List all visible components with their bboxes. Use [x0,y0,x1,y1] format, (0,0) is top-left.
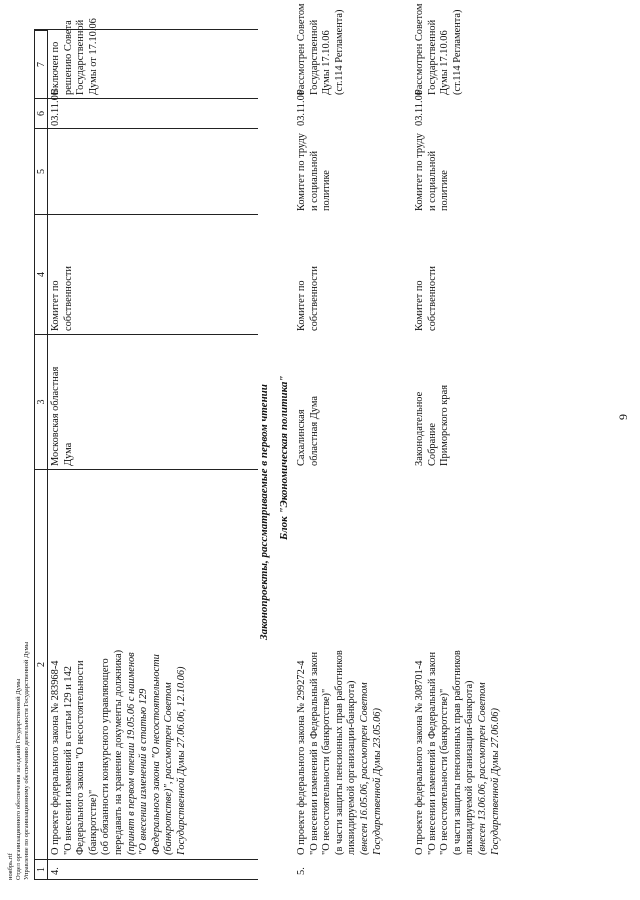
grid-line [34,98,258,99]
footer-administration: Управление по организационному обеспечению деятельности Государственной Думы [23,641,30,880]
grid-line [34,334,258,335]
row5-author: Сахалинская областная Дума [296,396,320,466]
grid-line [34,128,258,129]
grid-line [34,859,258,860]
row4-date: 03.11.06 [50,90,61,126]
row5-co-committee: Комитет по труду и социальной политике [296,133,333,211]
header-col-1: 1 [34,860,48,880]
grid-line [34,879,258,880]
page-number: 9 [616,414,630,420]
row5-decision: Рассмотрен Советом Государственной Думы 17.10.06 (ст.114 Регламента) [296,3,345,95]
grid-line [34,469,258,470]
header-col-4: 4 [34,215,48,335]
header-col-3: 3 [34,335,48,470]
row5-bill: О проекте федерального закона № 299272-4 "О внесении изменений в Федеральный закон "О несостоятельности (банкротстве)" (в части защиты пенсионных прав работников ликвидируемой организации-банкрота) (внесен 16.05.06, рассмотрен Советом Государственной Думы 23.05.06) [296,650,383,855]
row6-committee: Комитет по собственности [414,266,438,331]
row4-author: Московская областная Дума [50,366,74,466]
row6-decision: Рассмотрен Советом Государственной Думы 17.10.06 (ст.114 Регламента) [414,3,463,95]
footer-department: Отдел организационного обеспечения заседаний Государственной Думы [15,678,22,880]
row6-co-committee: Комитет по труду и социальной политике [414,133,451,211]
row4-committee: Комитет по собственности [50,266,74,331]
header-col-7: 7 [34,30,48,99]
row4-number: 4. [50,867,61,875]
row5-date: 03.11.06 [296,90,307,126]
row4-bill: О проекте федерального закона № 283968-4 "О внесении изменений в статьи 129 и 142 Федерального закона "О несостоятельности (банкротстве)" (об обязанности конкурсного управляющего передавать на хранение документы должника) (принят в первом чтении 19.05.06 с наименов "О внесении изменений в статью 129 Федерального закона "О несостоятельности (банкротстве)", рассмотрен Советом Государственной Думы 27.06.06, 12.10.06) [50,649,187,855]
header-col-5: 5 [34,129,48,215]
header-col-2: 2 [34,470,48,860]
row6-bill: О проекте федерального закона № 308701-4 "О внесении изменений в Федеральный закон "О несостоятельности (банкротстве)" (в части защиты пенсионных прав работников ликвидируемой организации-банкрота) (внесен 13.06.06, рассмотрен Советом Государственной Думы 27.06.06) [414,650,501,855]
row5-number: 5. [296,867,307,875]
row4-decision: Включен по решению Совета Государственной Думы от 17.10.06 [50,18,99,95]
row5-committee: Комитет по собственности [296,266,320,331]
footer-filename: ноябрь.rtf [7,853,14,880]
row6-date: 03.11.06 [414,90,425,126]
grid-line [34,214,258,215]
row6-author: Законодательное Собрание Приморского края [414,385,451,466]
header-col-6: 6 [34,99,48,129]
block-title: Блок "Экономическая политика" [278,375,290,540]
section-title: Законопроекты, рассматриваемые в первом чтении [258,384,270,640]
